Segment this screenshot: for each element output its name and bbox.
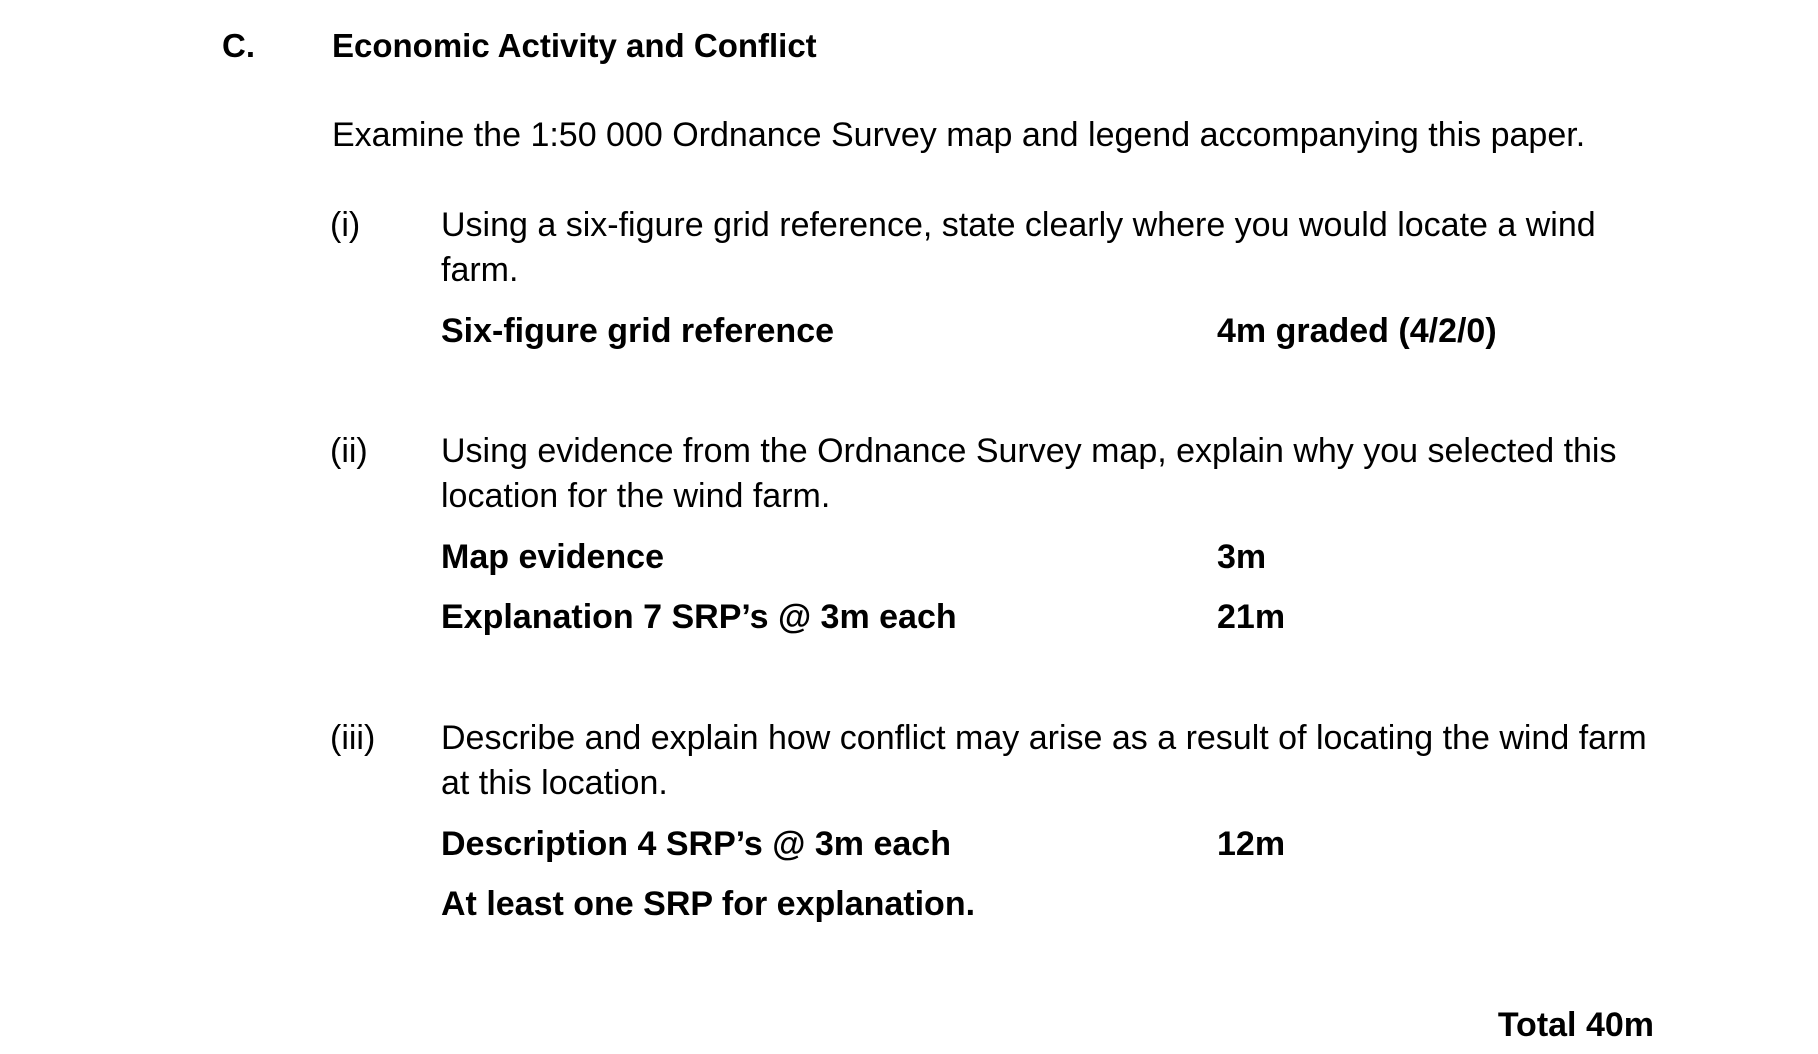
question-number-iii: (iii) <box>330 719 376 757</box>
question-text-iii-line1: Describe and explain how conflict may arise as a result of locating the wind farm <box>441 719 1647 757</box>
question-text-ii-line2: location for the wind farm. <box>441 477 831 515</box>
marking-marks: 3m <box>1217 538 1267 576</box>
marking-criterion: Six-figure grid reference <box>441 312 835 350</box>
question-text-i-line1: Using a six-figure grid reference, state clearly where you would locate a wind <box>441 206 1596 244</box>
question-text-i-line2: farm. <box>441 251 519 289</box>
marking-criterion: Explanation 7 SRP’s @ 3m each <box>441 598 957 636</box>
question-text-iii-line2: at this location. <box>441 764 668 802</box>
question-number-i: (i) <box>330 206 361 244</box>
question-number-ii: (ii) <box>330 432 368 470</box>
marking-marks: 21m <box>1217 598 1286 636</box>
marking-marks: 4m graded (4/2/0) <box>1217 312 1497 350</box>
section-letter: C. <box>222 27 255 64</box>
section-intro: Examine the 1:50 000 Ordnance Survey map and legend accompanying this paper. <box>332 116 1586 154</box>
section-title: Economic Activity and Conflict <box>332 27 817 64</box>
marking-criterion: Description 4 SRP’s @ 3m each <box>441 825 951 863</box>
question-text-ii-line1: Using evidence from the Ordnance Survey map, explain why you selected this <box>441 432 1617 470</box>
total-marks: Total 40m <box>1497 1006 1654 1044</box>
marking-criterion: Map evidence <box>441 538 664 576</box>
marking-marks: 12m <box>1217 825 1286 863</box>
marking-criterion: At least one SRP for explanation. <box>441 885 976 923</box>
